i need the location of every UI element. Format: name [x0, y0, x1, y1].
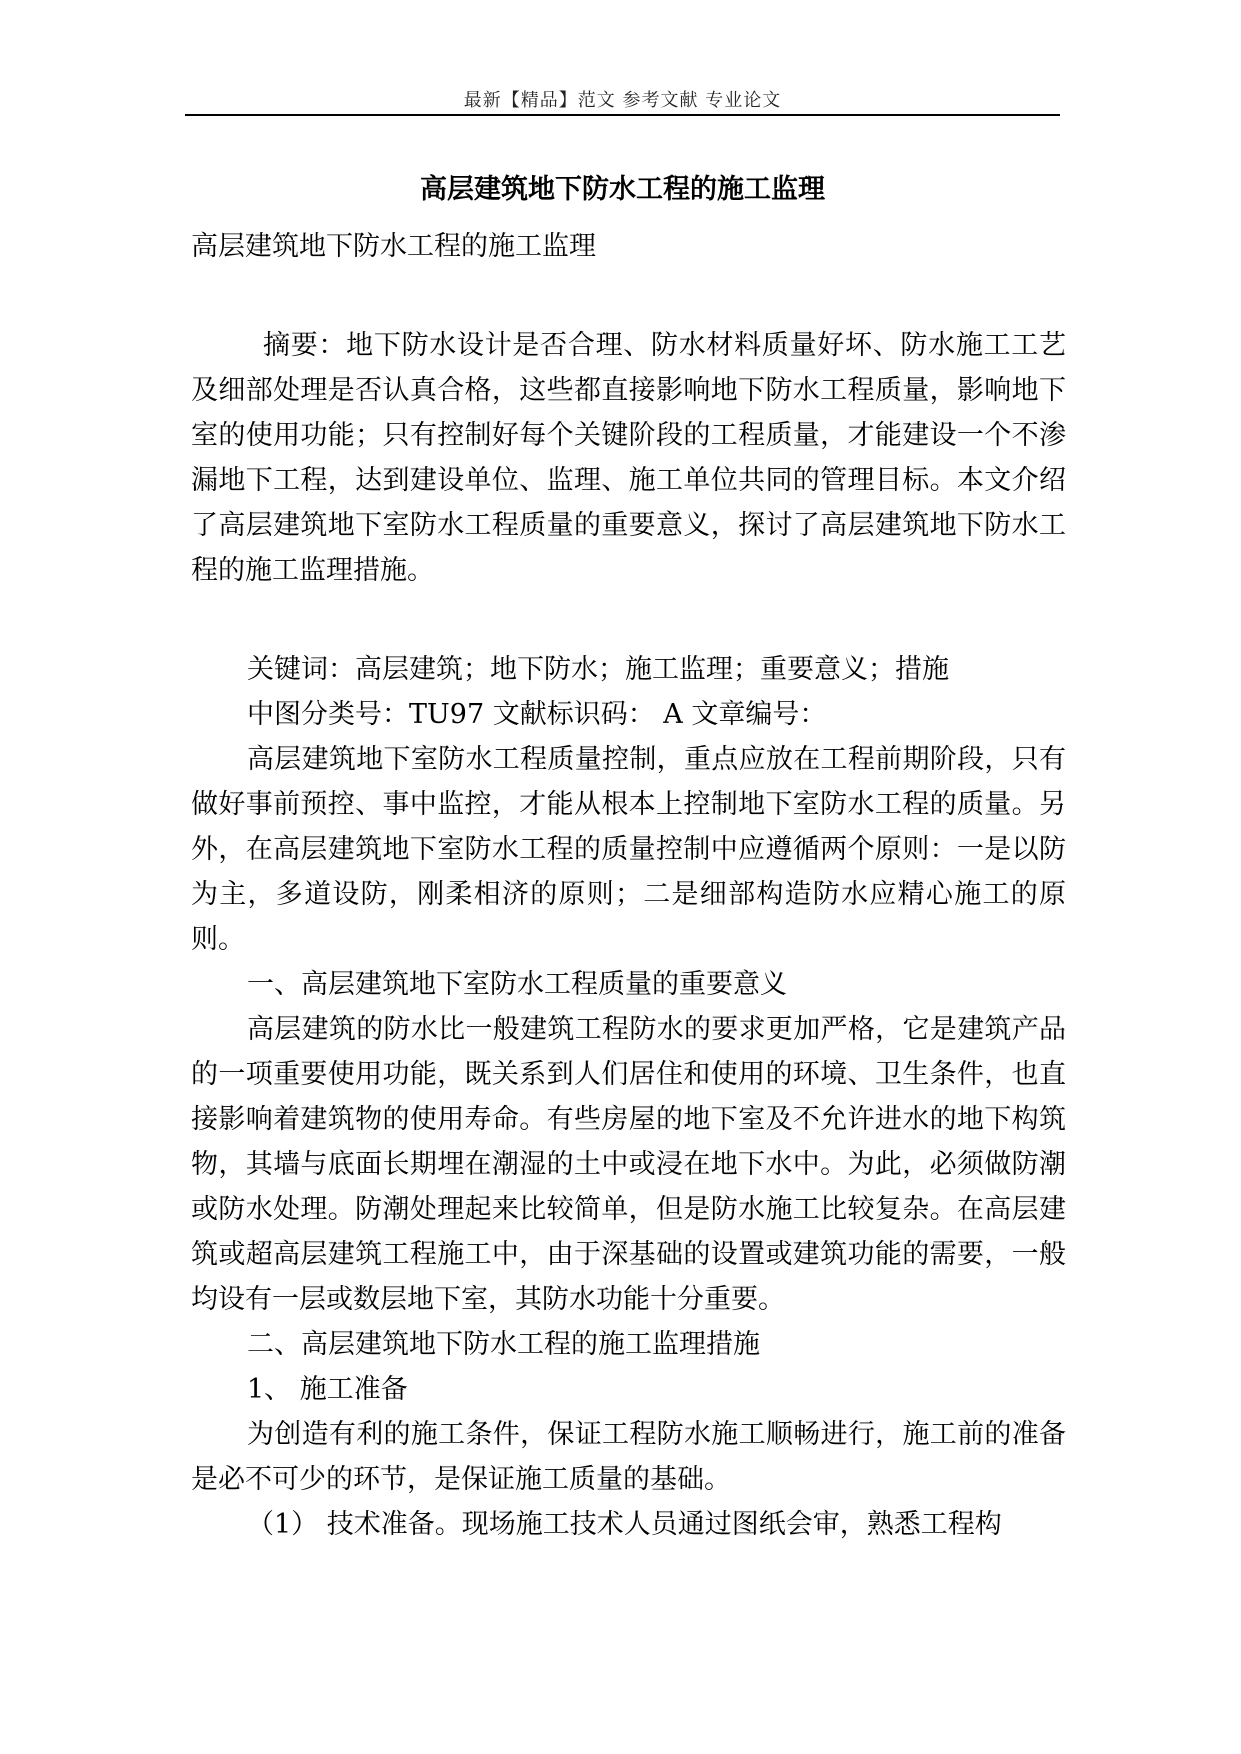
header-divider — [185, 114, 1060, 116]
subsection1-heading: 1、 施工准备 — [247, 1374, 408, 1405]
section1-heading: 一、高层建筑地下室防水工程质量的重要意义 — [247, 969, 787, 1000]
spacer — [191, 593, 1066, 647]
intro-paragraph: 高层建筑地下室防水工程质量控制，重点应放在工程前期阶段，只有做好事前预控、事中监控，才能从根本上控制地下室防水工程的质量。另外，在高层建筑地下室防水工程的质量控制中应遵循两个原则：一是以防为主，多道设防，刚柔相济的原则；二是细部构造防水应精心施工的原则。 — [191, 744, 1066, 955]
classification-line: 中图分类号：TU97 文献标识码： A 文章编号： — [247, 699, 827, 730]
document-title: 高层建筑地下防水工程的施工监理 — [420, 174, 825, 205]
spacer — [191, 269, 1066, 323]
keywords-line: 关键词：高层建筑；地下防水；施工监理；重要意义；措施 — [247, 654, 949, 685]
abstract-paragraph: 摘要：地下防水设计是否合理、防水材料质量好坏、防水施工工艺及细部处理是否认真合格，这些都直接影响地下防水工程质量，影响地下室的使用功能；只有控制好每个关键阶段的工程质量，才能建设一个不渗漏地下工程，达到建设单位、监理、施工单位共同的管理目标。本文介绍了高层建筑地下室防水工程质量的重要意义，探讨了高层建筑地下防水工程的施工监理措施。 — [191, 330, 1066, 586]
item1-paragraph: （1） 技术准备。现场施工技术人员通过图纸会审，熟悉工程构 — [247, 1509, 1002, 1540]
page-header: 最新【精品】范文 参考文献 专业论文 — [463, 90, 782, 111]
document-body — [191, 224, 1066, 1547]
section1-paragraph: 高层建筑的防水比一般建筑工程防水的要求更加严格，它是建筑产品的一项重要使用功能，既关系到人们居住和使用的环境、卫生条件，也直接影响着建筑物的使用寿命。有些房屋的地下室及不允许进水的地下构筑物，其墙与底面长期埋在潮湿的土中或浸在地下水中。为此，必须做防潮或防水处理。防潮处理起来比较简单，但是防水施工比较复杂。在高层建筑或超高层建筑工程施工中，由于深基础的设置或建筑功能的需要，一般均设有一层或数层地下室，其防水功能十分重要。 — [191, 1014, 1066, 1315]
section2-heading: 二、高层建筑地下防水工程的施工监理措施 — [247, 1329, 760, 1360]
subsection1-paragraph: 为创造有利的施工条件，保证工程防水施工顺畅进行，施工前的准备是必不可少的环节，是保证施工质量的基础。 — [191, 1419, 1066, 1495]
subtitle: 高层建筑地下防水工程的施工监理 — [191, 231, 596, 262]
